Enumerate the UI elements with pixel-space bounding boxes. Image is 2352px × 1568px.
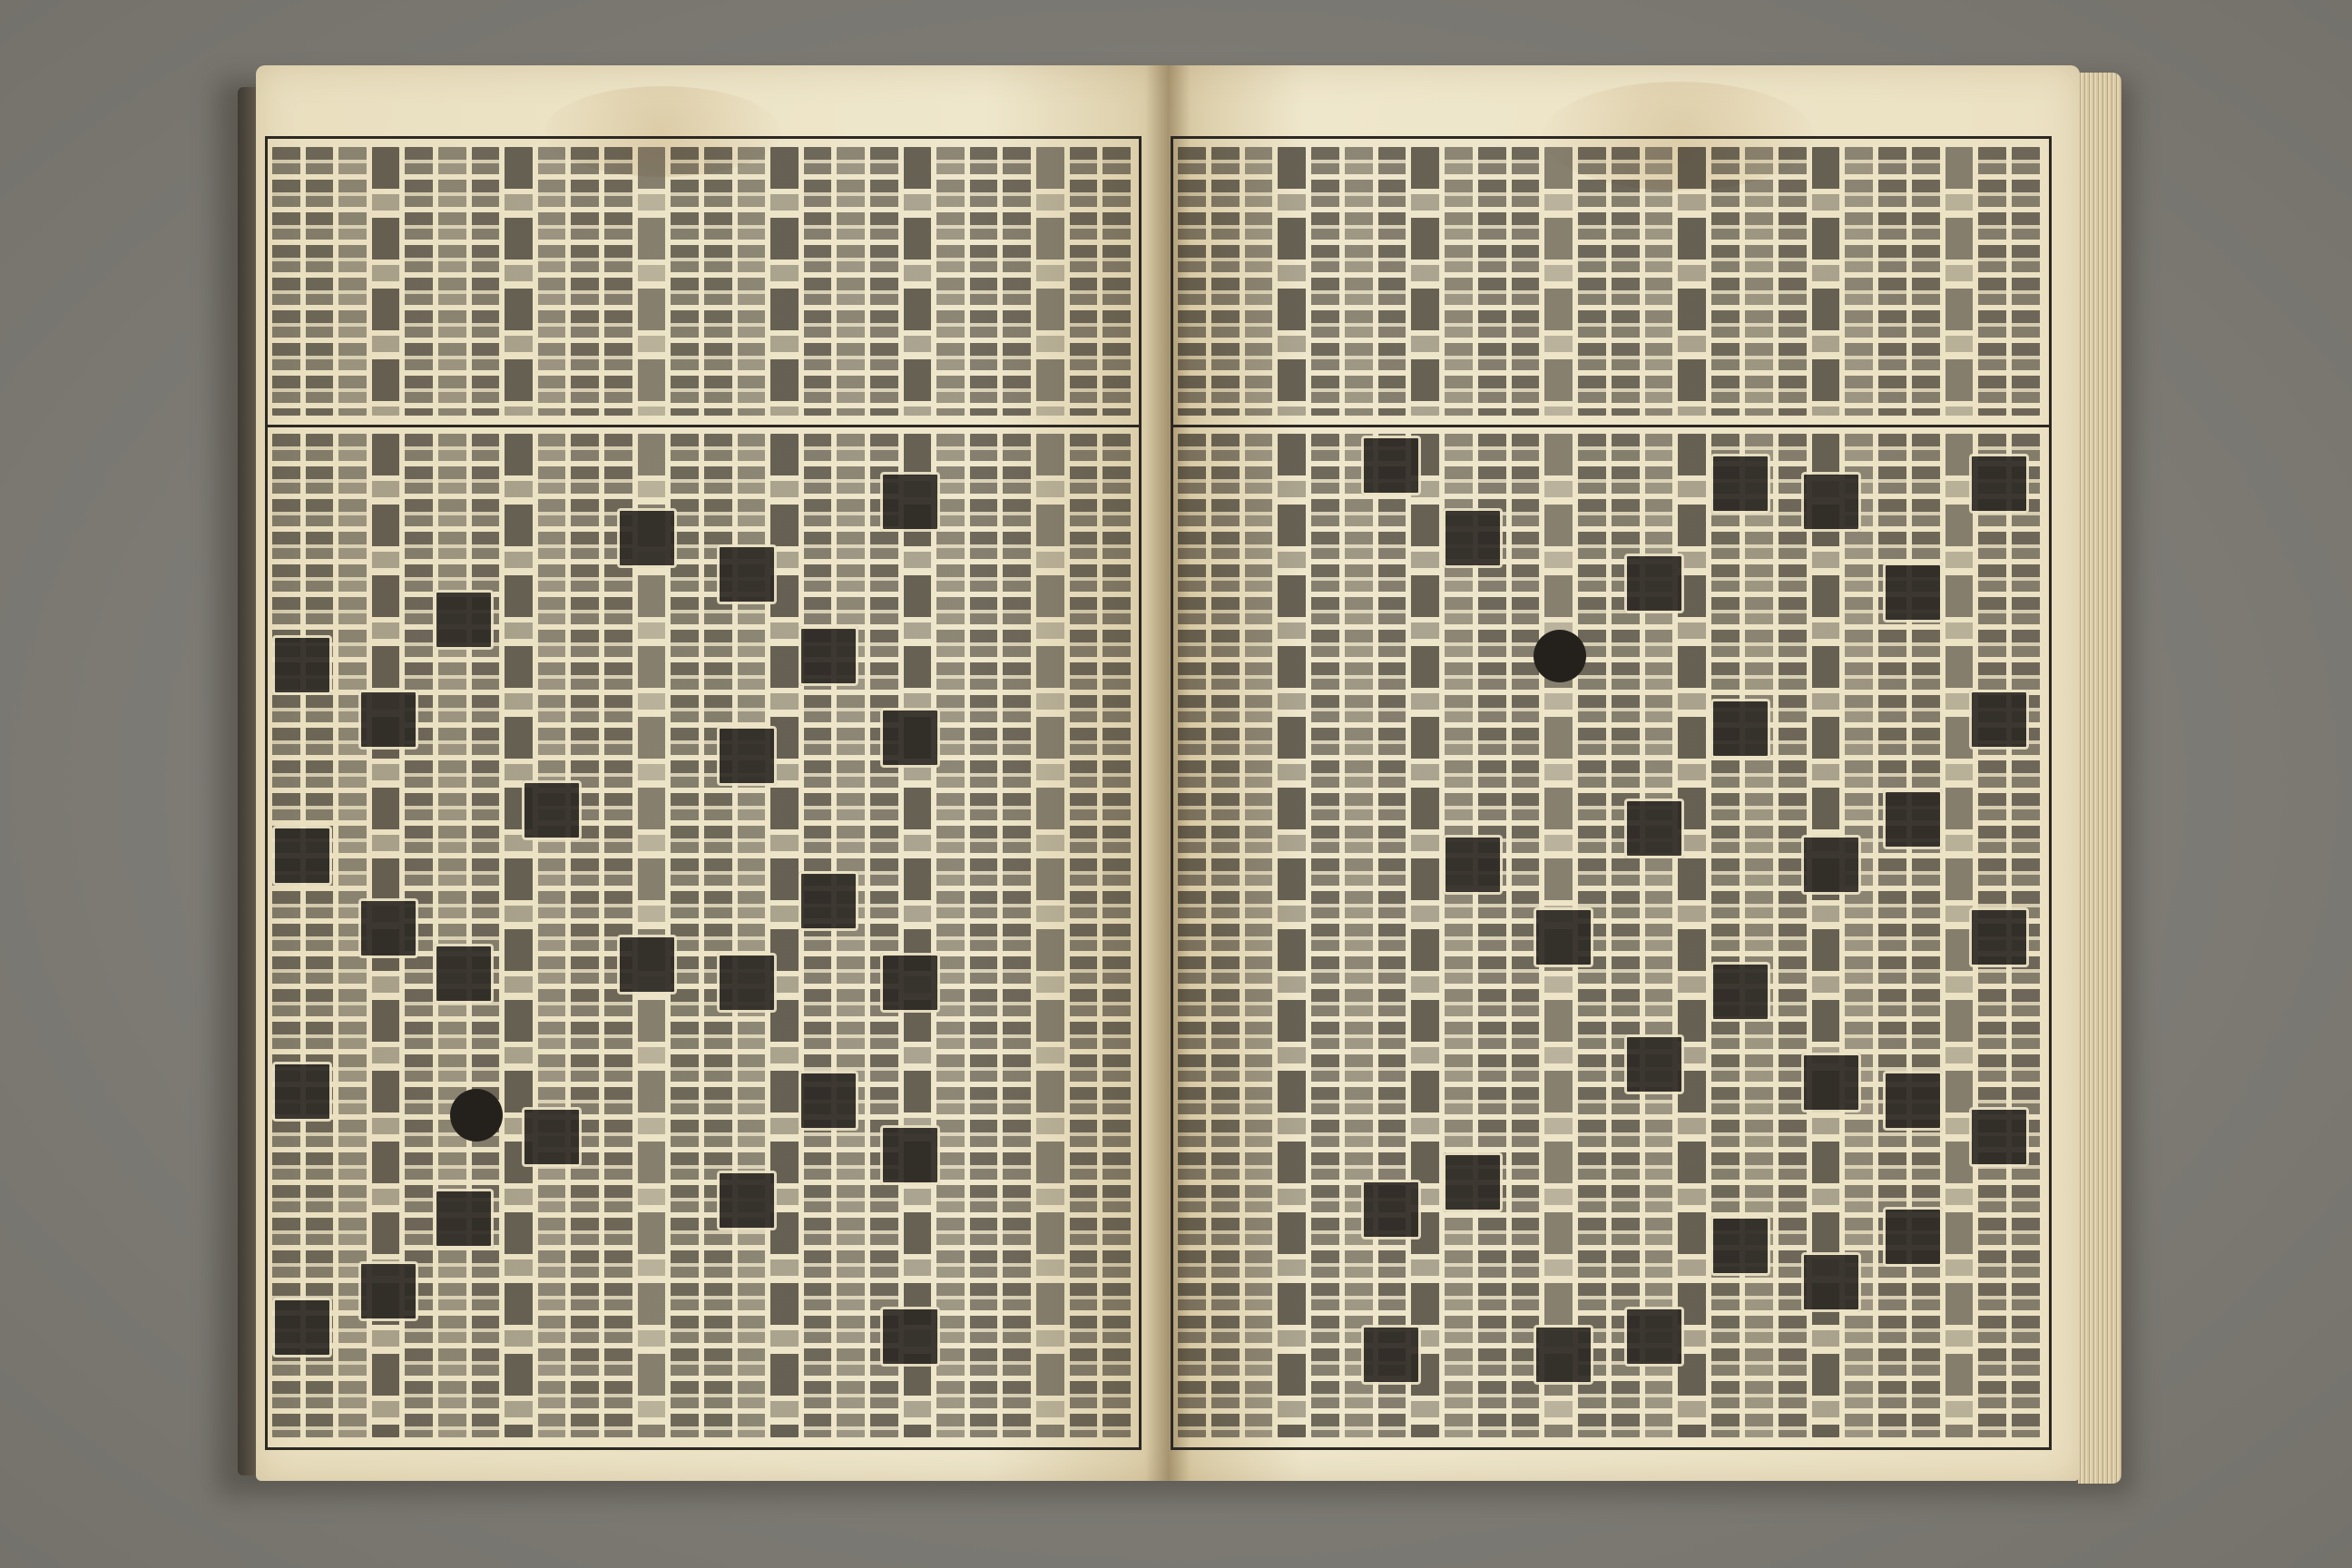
headword-mark [717, 544, 777, 604]
headword-mark [880, 708, 940, 768]
headword-mark [1883, 563, 1943, 622]
section-number-mark [1534, 630, 1586, 682]
headword-mark [1624, 554, 1684, 613]
headword-mark [1361, 1180, 1421, 1240]
headword-mark [1361, 1325, 1421, 1385]
headword-mark [1443, 835, 1503, 895]
headword-mark [1969, 907, 2029, 967]
headword-mark [717, 726, 777, 786]
headword-mark [522, 780, 582, 840]
headword-mark [1624, 1307, 1684, 1367]
headword-mark [880, 472, 940, 532]
headword-mark [799, 626, 858, 686]
headword-mark [1361, 436, 1421, 495]
headword-mark [434, 944, 494, 1004]
headword-mark [358, 1261, 418, 1321]
headword-mark [880, 1125, 940, 1185]
headword-mark [434, 1189, 494, 1249]
headword-mark [1969, 454, 2029, 514]
left-divider-line [265, 425, 1142, 427]
left-upper-text [272, 147, 1131, 416]
headword-mark [1710, 699, 1770, 759]
page-edges [2078, 73, 2122, 1484]
headword-mark [1443, 508, 1503, 568]
headword-mark [1801, 1252, 1861, 1312]
headword-mark [1710, 1216, 1770, 1276]
headword-mark [1710, 962, 1770, 1022]
headword-mark [799, 871, 858, 931]
right-upper-text [1178, 147, 2040, 416]
headword-mark [272, 1298, 332, 1357]
headword-mark [1969, 690, 2029, 750]
headword-mark [1801, 472, 1861, 532]
headword-mark [1710, 454, 1770, 514]
headword-mark [880, 1307, 940, 1367]
headword-mark [1969, 1107, 2029, 1167]
headword-mark [1883, 1071, 1943, 1131]
headword-mark [522, 1107, 582, 1167]
headword-mark [434, 590, 494, 650]
headword-mark [272, 635, 332, 695]
headword-mark [272, 1062, 332, 1122]
headword-mark [1443, 1152, 1503, 1212]
headword-mark [617, 935, 677, 995]
headword-mark [717, 953, 777, 1013]
headword-mark [717, 1171, 777, 1230]
headword-mark [1801, 835, 1861, 895]
headword-mark [1883, 1207, 1943, 1267]
headword-mark [358, 690, 418, 750]
headword-mark [1883, 789, 1943, 849]
headword-mark [617, 508, 677, 568]
headword-mark [880, 953, 940, 1013]
headword-mark [1801, 1053, 1861, 1112]
headword-mark [1534, 907, 1593, 967]
headword-mark [1624, 1034, 1684, 1094]
headword-mark [1534, 1325, 1593, 1385]
headword-mark [358, 898, 418, 958]
section-number-mark [450, 1089, 503, 1142]
right-divider-line [1171, 425, 2052, 427]
headword-mark [1624, 799, 1684, 858]
headword-mark [272, 826, 332, 886]
headword-mark [799, 1071, 858, 1131]
